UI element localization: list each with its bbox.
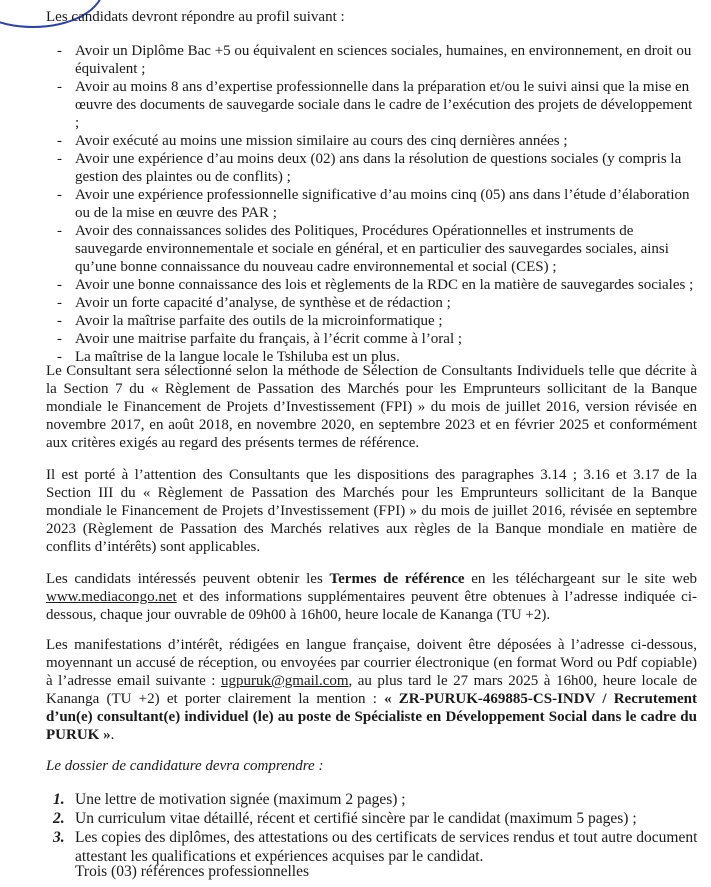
dossier-item — [53, 828, 703, 866]
submission-text-after: . — [110, 727, 115, 743]
requirement-item: - Avoir un forte capacité d’analyse, de synthèse et de rédaction ; — [57, 294, 697, 312]
conflict-of-interest-paragraph: Il est porté à l’attention des Consultants que les dispositions des paragraphes 3.14 ; 3.16 et 3.17 de la Section III du « Règlement de Passation des Marchés pour les Emprunteurs sollicitant de la Banque mondiale le Financement de Projets d’Investissement (FPI) » du mois de juillet 2016, révisée en septembre 2023 (Règlement de Passation des Marchés relatives aux règles de la Banque mondiale en matière de conflits d’intérêts) sont applicables. — [46, 467, 697, 555]
requirement-item: - Avoir une bonne connaissance des lois et règlements de la RDC en la matière de sauvegardes sociales ; — [57, 276, 697, 294]
requirement-item: - Avoir un Diplôme Bac +5 ou équivalent en sciences sociales, humaines, en environnement, en droit ou équivalent ; — [57, 42, 697, 78]
dossier-item — [53, 790, 703, 809]
item-number: 2. — [53, 810, 65, 827]
selection-method-paragraph: Le Consultant sera sélectionné selon la méthode de Sélection de Consultants Individuels telle que décrite à la Section 7 du « Règlement de Passation des Marchés pour les Emprunteurs sollicitant de la Banque mondiale le Financement de Projets d’Investissement (FPI) » du mois de juillet 2016, version révisée en novembre 2017, en août 2018, en novembre 2020, en septembre 2023 et en février 2025 et conformément aux critères exigés au regard des présents termes de référence. — [46, 363, 697, 451]
requirement-item: - Avoir une expérience d’au moins deux (02) ans dans la résolution de questions sociales (y compris la gestion des plaintes ou de conflits) ; — [57, 150, 697, 186]
references-line: Trois (03) références professionnelles — [75, 863, 310, 880]
item-text: Une lettre de motivation signée (maximum 2 pages) ; — [75, 791, 406, 808]
dossier-items-list — [53, 790, 703, 866]
requirement-item: - Avoir une expérience professionnelle significative d’au moins cinq (05) ans dans l’étude d’élaboration ou de la mise en œuvre des PAR ; — [57, 186, 697, 222]
dossier-item — [53, 809, 703, 828]
requirement-item: - Avoir une maitrise parfaite du français, à l’écrit comme à l’oral ; — [57, 330, 697, 348]
submission-text-middle: , au plus tard le 27 mars 2025 à 16h00, heure locale de Kananga (TU +2) et porter clairement la mention : — [46, 673, 697, 707]
dossier-heading: Le dossier de candidature devra comprendre : — [46, 758, 324, 774]
requirement-item: - Avoir des connaissances solides des Politiques, Procédures Opérationnelles et instruments de sauvegarde environnementale et sociale en général, et en particulier des sauvegardes sociales, ainsi qu’une bonne connaissance du nouveau cadre environnemental et social (CES) ; — [57, 222, 697, 276]
submission-text-before: Les manifestations d’intérêt, rédigées en langue française, doivent être déposées à l’adresse ci-dessous, moyennant un accusé de réception, ou envoyées par courrier électronique (en format Word ou Pdf copiable) à l’adresse email suivante : — [46, 637, 697, 689]
requirement-item: - La maîtrise de la langue locale le Tshiluba est un plus. — [57, 348, 697, 366]
requirement-item: - Avoir au moins 8 ans d’expertise professionnelle dans la préparation et/ou le suivi ainsi que la mise en œuvre des documents de sauvegarde sociale dans le cadre de l’exécution des projets de développement ; — [57, 78, 697, 132]
item-number: 3. — [53, 829, 65, 846]
terms-of-reference-paragraph — [46, 570, 697, 624]
requirement-item: - Avoir exécuté au moins une mission similaire au cours des cinq dernières années ; — [57, 132, 697, 150]
item-text: Un curriculum vitae détaillé, récent et certifié sincère par le candidat (maximum 5 pages) ; — [75, 810, 637, 827]
tdr-text-after: et des informations supplémentaires peuvent être obtenues à l’adresse indiquée ci-dessous, chaque jour ouvrable de 09h00 à 16h00, heure locale de Kananga (TU +2). — [46, 589, 697, 623]
item-number: 1. — [53, 791, 65, 808]
website-link[interactable]: www.mediacongo.net — [46, 589, 177, 605]
profile-requirements-list — [57, 42, 697, 366]
tdr-text-before: Les candidats intéressés peuvent obtenir les — [46, 571, 330, 587]
email-link[interactable]: ugpuruk@gmail.com — [220, 673, 349, 689]
tdr-text-middle: en les téléchargeant sur le site web — [464, 571, 697, 587]
submission-reference-mention: « ZR-PURUK-469885-CS-INDV / Recrutement d’un(e) consultant(e) individuel (le) au poste de Spécialiste en Développement Social dans le cadre du PURUK » — [46, 691, 697, 743]
submission-paragraph — [46, 636, 697, 744]
requirement-item: - Avoir la maîtrise parfaite des outils de la microinformatique ; — [57, 312, 697, 330]
profile-intro: Les candidats devront répondre au profil suivant : — [46, 9, 345, 25]
item-text: Les copies des diplômes, des attestations ou des certificats de services rendus et tout autre document attestant les qualifications et expériences acquises par le candidat. — [75, 829, 698, 865]
tdr-bold-title: Termes de référence — [329, 571, 465, 587]
